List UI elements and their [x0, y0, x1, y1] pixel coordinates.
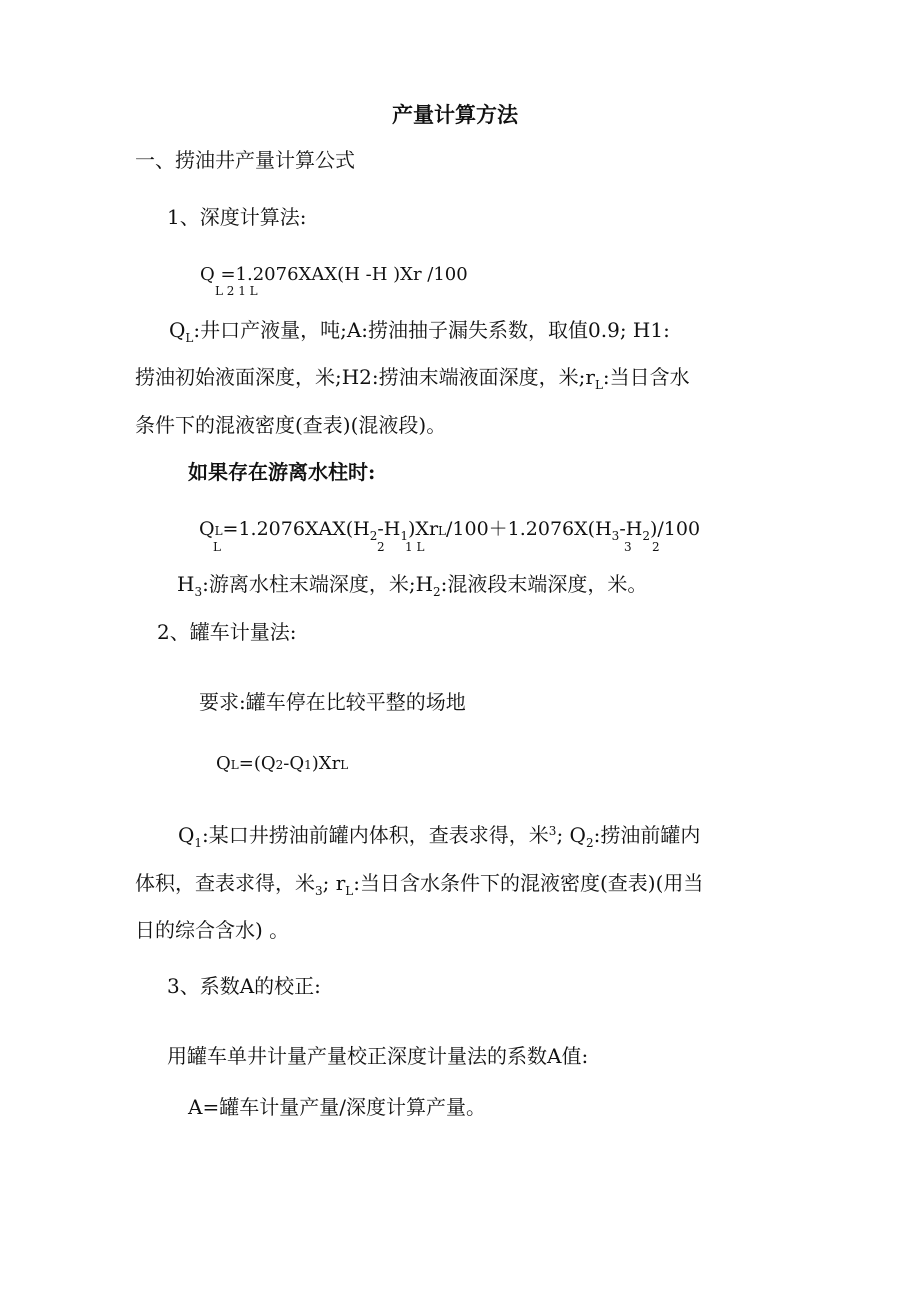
definition-tail: :当日含水	[602, 365, 690, 389]
definition-text: :捞油前罐内	[593, 823, 701, 847]
formula-part: =1.2076ХAХ(H	[222, 518, 370, 540]
formula-subscript: L	[340, 758, 349, 772]
formula-subscript: L	[214, 524, 223, 538]
rl-subscript: L	[345, 884, 354, 898]
formula-subscript: 2	[275, 758, 284, 772]
definition-line-1	[169, 318, 670, 345]
formula-freewater-below-2b: 2	[652, 540, 660, 554]
definition-text: :当日含水条件下的混液密度(查表)(用当	[353, 871, 704, 895]
formula-subscript: 2	[369, 529, 378, 543]
tank-definition-line-1	[178, 823, 700, 850]
h3-symbol: H	[177, 572, 195, 596]
formula-freewater-below-1L: 1 L	[405, 540, 425, 554]
h-definitions	[177, 572, 647, 599]
formula-freewater-below-2: 2	[377, 540, 385, 554]
formula-subscript: 1	[400, 529, 408, 543]
cubic-superscript: 3	[548, 824, 557, 838]
q2-subscript: 2	[585, 836, 594, 850]
formula-subscript: L	[438, 524, 446, 538]
formula-freewater-below-3: 3	[624, 540, 632, 554]
formula-depth-subscripts: L 2 1 L	[215, 284, 258, 298]
method3-heading: 3、系数A的校正:	[167, 974, 321, 998]
definition-line-2	[135, 365, 690, 392]
ql-symbol: Q	[169, 318, 186, 342]
tank-definition-line-2	[135, 871, 703, 898]
q1-symbol: Q	[178, 823, 195, 847]
definition-line-3: 条件下的混液密度(查表)(混液段)。	[135, 413, 447, 437]
formula-subscript: 1	[304, 758, 312, 772]
definition-text: :井口产液量，吨;A:捞油抽子漏失系数，取值0.9; H1:	[193, 318, 670, 342]
formula-subscript: 3	[611, 529, 620, 543]
requirement-text: 要求:罐车停在比较平整的场地	[199, 690, 466, 714]
formula-part: /100＋1.2076Х(H	[446, 518, 612, 540]
definition-text: ; r	[322, 871, 346, 895]
formula-tank	[216, 752, 348, 777]
definition-text: 捞油初始液面深度，米;H2:捞油末端液面深度，米;r	[135, 365, 595, 389]
h2-symbol: H	[415, 572, 434, 596]
q1-subscript: 1	[194, 836, 203, 850]
freewater-heading: 如果存在游离水柱时:	[188, 460, 376, 484]
h3-definition: :游离水柱末端深度，米;	[202, 572, 416, 596]
ql-subscript: L	[185, 331, 194, 345]
tank-definition-line-3: 日的综合含水) 。	[135, 918, 290, 942]
h2-subscript: 2	[433, 585, 441, 599]
formula-part: )/100	[649, 518, 701, 540]
cubic-subscript: 3	[315, 884, 323, 898]
formula-subscript: 2	[642, 529, 650, 543]
method2-heading: 2、罐车计量法:	[157, 620, 297, 644]
method3-line-2: A=罐车计量产量/深度计算产量。	[188, 1095, 486, 1119]
formula-freewater-below-L: L	[213, 540, 221, 554]
formula-part: =(Q	[238, 753, 276, 774]
definition-text: :某口井捞油前罐内体积，查表求得，米	[202, 823, 549, 847]
h2-definition: :混液段末端深度，米。	[440, 572, 648, 596]
formula-part: )Хr	[408, 518, 439, 540]
page-title: 产量计算方法	[392, 102, 518, 127]
definition-text: ; Q	[556, 823, 586, 847]
formula-part: -Q	[283, 753, 305, 774]
method3-line-1: 用罐车单井计量产量校正深度计量法的系数A值:	[167, 1044, 589, 1068]
formula-part: )Хr	[311, 753, 341, 774]
formula-part: Q	[216, 753, 231, 774]
formula-subscript: L	[230, 758, 239, 772]
formula-part: Q	[199, 518, 215, 540]
rl-subscript: L	[594, 378, 603, 392]
h3-subscript: 3	[194, 585, 203, 599]
section-heading: 一、捞油井产量计算公式	[135, 148, 355, 172]
definition-text: 体积，查表求得，米	[135, 871, 315, 895]
method1-heading: 1、深度计算法:	[167, 205, 307, 229]
formula-part: -H	[377, 518, 401, 540]
formula-part: -H	[619, 518, 643, 540]
formula-depth: Q =1.2076ХAХ(H -H )Хr /100	[200, 264, 468, 285]
